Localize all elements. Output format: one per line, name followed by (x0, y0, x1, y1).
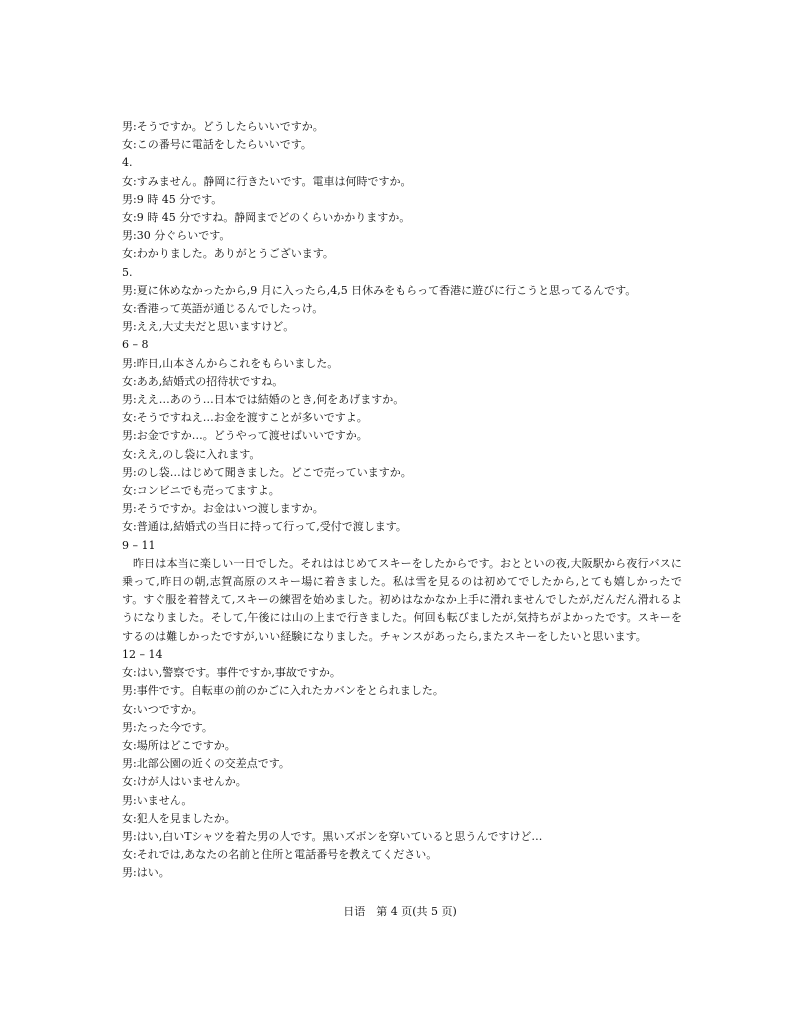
transcript-line: 女:そうですねえ…お金を渡すことが多いですよ。 (122, 411, 368, 425)
transcript-line: 男:ええ,大丈夫だと思いますけど。 (122, 320, 295, 334)
transcript-line: 男:お金ですか…。どうやって渡せばいいですか。 (122, 429, 368, 443)
section-number: 4. (122, 156, 133, 170)
transcript-line: 男:そうですか。どうしたらいいですか。 (122, 120, 324, 133)
transcript-line: 女:この番号に電話をしたらいいです。 (122, 138, 312, 152)
transcript-line: 男:事件です。自転車の前のかごに入れたカバンをとられました。 (122, 684, 444, 698)
transcript-line: 男:ええ…あのう…日本では結婚のとき,何をあげますか。 (122, 393, 405, 407)
transcript-line: 女:コンビニでも売ってますよ。 (122, 484, 280, 498)
transcript-line: 男:たった今です。 (122, 720, 213, 734)
transcript-line: 男:30 分ぐらいです。 (122, 229, 231, 243)
transcript-line: 女:ああ,結婚式の招待状ですね。 (122, 374, 284, 388)
transcript-line: 女:犯人を見ましたか。 (122, 811, 236, 825)
transcript-body (122, 118, 682, 883)
transcript-line: 女:それでは,あなたの名前と住所と電話番号を教えてください。 (122, 848, 438, 862)
transcript-line: 男:はい。 (122, 866, 170, 880)
section-number: 12 – 14 (122, 647, 163, 661)
transcript-line: 女:普通は,結婚式の当日に持って行って,受付で渡します。 (122, 520, 407, 534)
transcript-line: 男:はい,白いTシャツを着た男の人です。黒いズボンを穿いていると思うんですけど… (122, 829, 543, 843)
transcript-line: 男:夏に休めなかったから,9 月に入ったら,4,5 日休みをもらって香港に遊びに行こうと思ってるんです。 (122, 283, 637, 297)
section-number: 6 – 8 (122, 338, 149, 352)
transcript-line: 男:のし袋…はじめて聞きました。どこで売っていますか。 (122, 465, 412, 479)
transcript-line: 女:9 時 45 分ですね。静岡までどのくらいかかりますか。 (122, 211, 411, 225)
transcript-line: 女:わかりました。ありがとうございます。 (122, 247, 334, 261)
narration-paragraph: 昨日は本当に楽しい一日でした。それははじめてスキーをしたからです。おとといの夜,大阪駅から夜行バスに乗って,昨日の朝,志賀高原のスキー場に着きました。私は雪を見るのは初めてでしたから,とても嬉しかったです。すぐ服を着替えて,スキーの練習を始めました。初めはなかなか上手に滑れませんでしたが,だんだん滑れるようになりました。そして,午後には山の上まで行きました。何回も転びましたが,気持ちがよかったです。スキーをするのは難しかったですが,いい経験になりました。チャンスがあったら,またスキーをしたいと思います。 (122, 556, 682, 643)
section-number: 5. (122, 265, 133, 279)
transcript-line: 男:9 時 45 分です。 (122, 192, 223, 206)
transcript-line: 女:香港って英語が通じるんでしたっけ。 (122, 302, 324, 316)
transcript-line: 女:すみません。静岡に行きたいです。電車は何時ですか。 (122, 174, 412, 188)
section-number: 9 – 11 (122, 538, 156, 552)
transcript-line: 男:北部公園の近くの交差点です。 (122, 757, 290, 771)
transcript-line: 女:ええ,のし袋に入れます。 (122, 447, 261, 461)
transcript-line: 女:場所はどこですか。 (122, 738, 236, 752)
transcript-line: 女:はい,警察です。事件ですか,事故ですか。 (122, 666, 341, 680)
transcript-line: 女:いつですか。 (122, 702, 203, 716)
transcript-line: 女:けが人はいませんか。 (122, 775, 247, 789)
transcript-line: 男:昨日,山本さんからこれをもらいました。 (122, 356, 339, 370)
transcript-line: 男:いません。 (122, 793, 193, 807)
transcript-line: 男:そうですか。お金はいつ渡しますか。 (122, 502, 324, 516)
page-footer: 日语 第 4 页(共 5 页) (343, 905, 457, 918)
